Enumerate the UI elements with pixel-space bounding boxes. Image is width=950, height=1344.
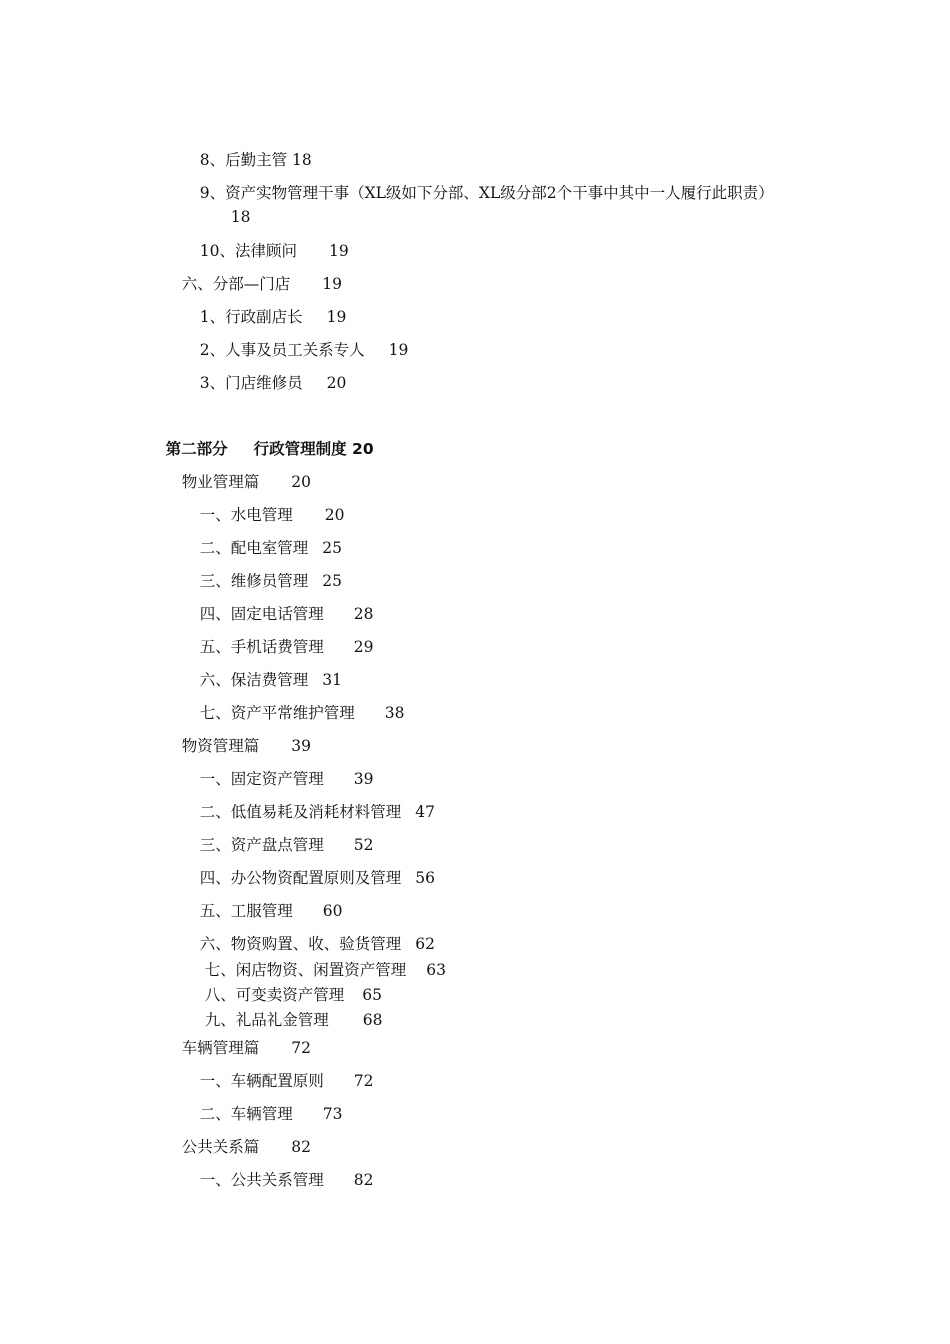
toc-entry: 2、人事及员工关系专人 19 bbox=[199, 341, 409, 359]
toc-entry: 9、资产实物管理干事（XL级如下分部、XL级分部2个干事中其中一人履行此职责） bbox=[199, 184, 774, 202]
toc-entry: 3、门店维修员 20 bbox=[199, 374, 347, 392]
toc-entry: 8、后勤主管 18 bbox=[199, 151, 312, 169]
toc-entry: 七、闲店物资、闲置资产管理 63 bbox=[204, 961, 446, 979]
toc-entry-page: 18 bbox=[230, 208, 251, 226]
toc-entry: 二、低值易耗及消耗材料管理 47 bbox=[199, 803, 435, 821]
toc-entry: 三、维修员管理 25 bbox=[199, 572, 342, 590]
toc-entry: 五、工服管理 60 bbox=[199, 902, 343, 920]
toc-entry: 三、资产盘点管理 52 bbox=[199, 836, 374, 854]
toc-chapter: 物业管理篇 20 bbox=[181, 473, 311, 491]
toc-entry: 四、固定电话管理 28 bbox=[199, 605, 374, 623]
toc-entry: 1、行政副店长 19 bbox=[199, 308, 347, 326]
toc-chapter: 车辆管理篇 72 bbox=[181, 1039, 311, 1057]
toc-chapter: 物资管理篇 39 bbox=[181, 737, 311, 755]
toc-entry: 七、资产平常维护管理 38 bbox=[199, 704, 405, 722]
toc-entry: 六、保洁费管理 31 bbox=[199, 671, 342, 689]
toc-entry: 10、法律顾问 19 bbox=[199, 242, 349, 260]
toc-entry: 一、水电管理 20 bbox=[199, 506, 345, 524]
toc-entry: 八、可变卖资产管理 65 bbox=[204, 986, 382, 1004]
toc-entry: 一、公共关系管理 82 bbox=[199, 1171, 374, 1189]
toc-entry: 六、物资购置、收、验货管理 62 bbox=[199, 935, 435, 953]
toc-entry: 二、配电室管理 25 bbox=[199, 539, 342, 557]
toc-entry: 四、办公物资配置原则及管理 56 bbox=[199, 869, 435, 887]
toc-entry: 九、礼品礼金管理 68 bbox=[204, 1011, 383, 1029]
toc-part-heading: 第二部分 行政管理制度 20 bbox=[165, 440, 374, 458]
toc-entry: 一、固定资产管理 39 bbox=[199, 770, 374, 788]
toc-entry: 一、车辆配置原则 72 bbox=[199, 1072, 374, 1090]
toc-section: 六、分部—门店 19 bbox=[181, 275, 342, 293]
toc-chapter: 公共关系篇 82 bbox=[181, 1138, 311, 1156]
toc-entry: 二、车辆管理 73 bbox=[199, 1105, 343, 1123]
toc-entry: 五、手机话费管理 29 bbox=[199, 638, 374, 656]
